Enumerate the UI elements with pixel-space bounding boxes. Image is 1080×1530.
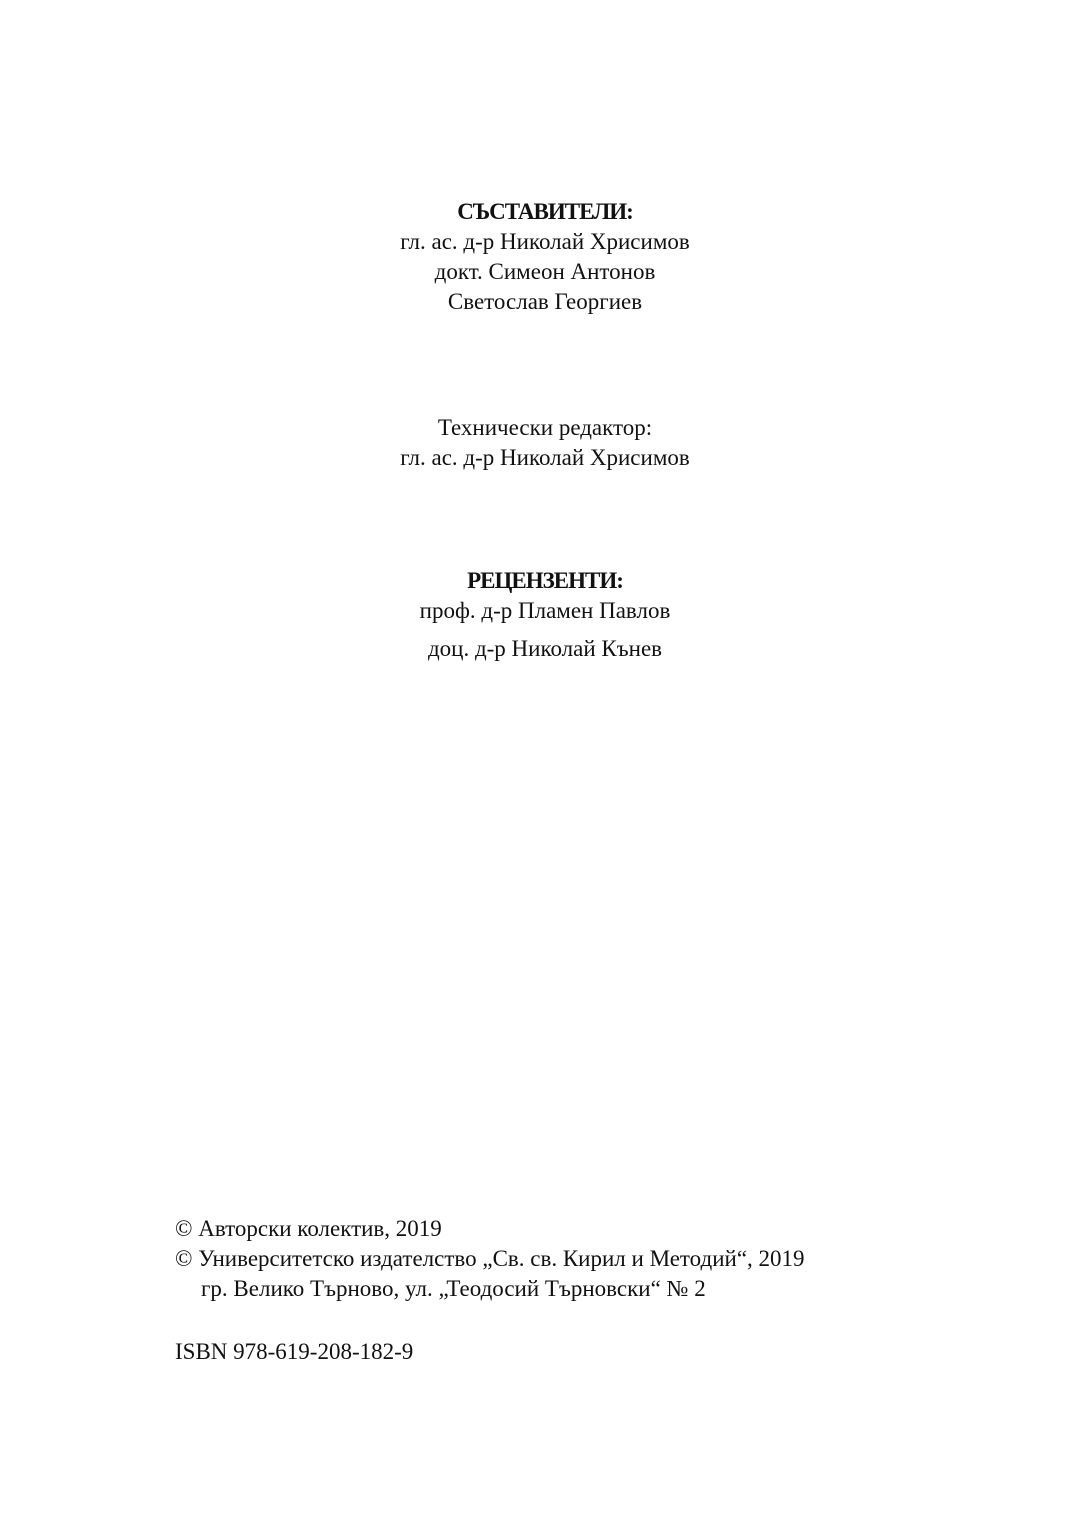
compilers-heading: СЪСТАВИТЕЛИ: [457, 199, 633, 224]
publisher-address: гр. Велико Търново, ул. „Теодосий Търновски“ № 2 [201, 1276, 706, 1301]
copyright-publisher: © Университетско издателство „Св. св. Кирил и Методий“, 2019 [175, 1246, 805, 1271]
reviewer-name-2: доц. д-р Николай Кънев [427, 636, 663, 661]
isbn-number: ISBN 978-619-208-182-9 [175, 1339, 414, 1364]
compiler-name-2: докт. Симеон Антонов [434, 259, 656, 284]
reviewers-section [0, 566, 1080, 664]
reviewer-name-1: проф. д-р Пламен Павлов [419, 598, 671, 623]
copyright-section [175, 1214, 805, 1304]
compiler-name-3: Светослав Георгиев [447, 289, 643, 314]
compiler-name-1: гл. ас. д-р Николай Хрисимов [400, 229, 690, 254]
reviewers-heading: РЕЦЕНЗЕНТИ: [467, 568, 623, 593]
copyright-authors: © Авторски колектив, 2019 [175, 1216, 442, 1241]
technical-editor-label: Технически редактор: [437, 415, 653, 440]
technical-editor-name: гл. ас. д-р Николай Хрисимов [400, 445, 690, 470]
technical-editor-section [0, 413, 1080, 473]
compilers-section [0, 197, 1080, 317]
isbn-section [175, 1337, 413, 1367]
